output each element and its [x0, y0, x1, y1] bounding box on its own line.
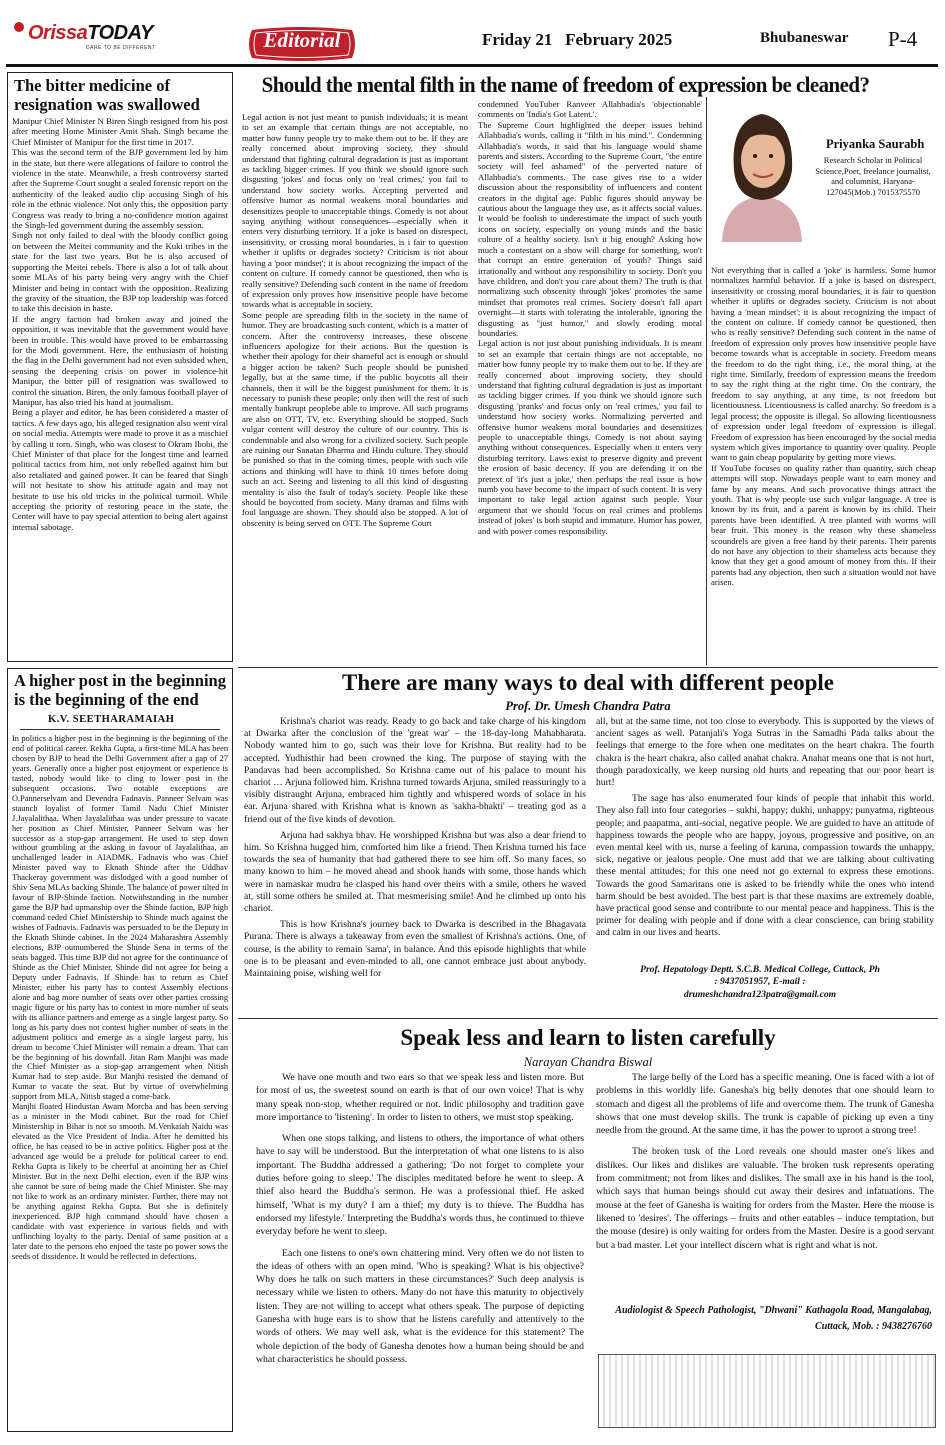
biren-paragraph: Singh not only failed to deal with the bloody conflict going on between the Meitei community and the Kuki tribes in the state for the last two years. But he is also accused of supporting the Meitei rebels. There is also a lot of talk about some MLAs of his party being very angry with the Chief Minister and being in contact with the opposition. Realizing the gravity of the situation, the BJP top leadership was forced to take this decision in haste. [12, 230, 228, 314]
ways-paragraph: This is how Krishna's journey back to Dwarka is described in the Bhagavata Purana. There is always a takeaway from even the smallest of Krishna's actions. One, of course, is the ability to remain 'sama', in balance. And this episode highlights that while one is to be pleasant and even-minded to all, one cannot embrace just about anybody. Maintaining poise, wishing well for [244, 919, 586, 980]
section-label: Editorial [263, 28, 341, 52]
filth-paragraph: Legal action is not just meant to punish individuals; it is meant to set an example that certain things are not acceptable, no matter how funny people try to make them out to be. If they are really concerned about improving society, they should understand that fighting cultural degradation is just as important as tackling bigger crimes. If you think we should ignore such disgusting 'jokes' and focus only on 'real crimes,' you fail to understand how society works. Accepting perverted and offensive humor as normal weakens moral boundaries and desensitizes people to unacceptable things. Comedy is not about saying anything without consequences—especially when it enters very disturbing territory. If a joke is based on disrespect, insensitivity, or crossing moral boundaries, is i fair to question whether it uplifts or degrades society? Criticism is not about having a 'poor mindset'; it is about recognizing the impact of the content on culture. If comedy cannot be questioned, then who is really sensitive? Defending such content in the name of freedom of expression only proves how insensitive people have become towards what is acceptable in society. [242, 112, 468, 310]
ways-col-2 [596, 716, 934, 972]
speak-paragraph: The broken tusk of the Lord reveals one should master one's likes and dislikes. Our likes and dislikes are valuable. The broken tusk represents operating from commitment; not from likes and dislikes. The small axe in his hand is the tool, which says that human beings should cut away their desires and infatuations. The mouse at the feet of Ganesha is waiting for orders from the Master. Here the mouse is likened to 'desires'. The offerings – fruits and other eatables – induce temptation, but the mouse (desire) is only waiting for orders from the Master. Desire is a good servant but a bad master. Let your intellect discern what is right and what is not. [596, 1146, 934, 1251]
speak-paragraph: Each one listens to one's own chattering mind. Very often we do not listen to the ideas of others with an open mind. 'Who is speaking? What is his objective? Why does he talk on such matters in these circumstances?' Such deep analysis is necessary while we listen to others. Many do not have this maturity to objectively listen. They are not willing to accept what others speak. The purpose of depicting Ganesha with huge ears is to show that he listens carefully and attentively to the words of others. We may well ask, what is the evidence for this statement? The whole depiction of the body of Ganesha denotes how a human being should be and what characteristics he should possess. [256, 1247, 584, 1365]
biren-title: The bitter medicine of resignation was swallowed [14, 76, 200, 114]
speak-signature: Audiologist & Speech Pathologist, "Dhwani" Kathagola Road, Mangalabag, Cuttack, Mob. : 9438276760 [615, 1305, 932, 1332]
higher-author-rule [20, 729, 220, 730]
page-number: P-4 [888, 27, 918, 51]
higher-author: K.V. SEETHARAMAIAH [48, 714, 175, 725]
biren-paragraph: Being a player and editor, he has been considered a master of tactics. A few days ago, his alleged resignation also went viral on social media. Attempts were made to prove it as a mischief by calling it torn. Singh, who was closest to Okram Ibobi, the Chief Minister of that place for the longest time and learned political tactics from him, not only rebelled against him but also retaliated and gained power. It can be feared that Singh will not hesitate to show his attitude again and may not hesitate to use his old tricks in the political turmoil. While accepting the priority of restoring peace in the state, the Center will have to pay special attention to being alert against internal sabotage. [12, 407, 228, 532]
author-photo [712, 100, 812, 242]
speak-byline: Narayan Chandra Biswal [523, 1055, 653, 1069]
ways-paragraph: Arjuna had sakhya bhav. He worshipped Krishna but was also a dear friend to him. So Krishna hugged him, comforted him like a friend. Then Krishna turned his face towards the sea of humanity that had gathered there to see him off. So many faces, so many known to him – he moved ahead and shook hands with some, those hands which were in namaskar mudra he clasped his hand over theirs with a smile, others he waved at, still some others he smiled at. That mesmerising smile! And he climbed up onto his chariot. [244, 829, 586, 915]
higher-paragraph: Manjhi floated Hindustan Awam Morcha and has been serving as a minister in the Modi cabinet. But the road for Chief Ministership in Bihar is not so smooth. M.Venkaiah Naidu was elevated as the Vice President of India. After he demitted his office, he has ceased to be in active politics. Higher post at the advanced age would be a prelude for political career to end. Rekha Gupta is likely to be cheerful at anointing her as Chief Minister. But in the next Delhi election, even if the BJP wins she cannot be sure of being made the Chief Minister. She may not like to work as an ordinary minister. Further, there may not be anything against Rekha Gupta. But she is definitely inexperienced. BJP high command should have chosen a candidate with vast experience in various fields and with unflinching loyalty to the party. Denial of same position at a later date to the persons eho enjoed the taste po power sows the seeds of dissidence. It would be reflected in defections. [12, 1102, 228, 1261]
issue-date: Friday 21 February 2025 [482, 30, 673, 49]
biren-body [12, 116, 228, 660]
logo [28, 22, 153, 45]
filth-paragraph: Not everything that is called a 'joke' is harmless. Some humor normalizes harmful behavior. If a joke is based on disrespect, insensitivity or crossing moral boundaries, it is fair to question whether it uplifts or degrades society. Criticism is not about having a 'mean mindset'; it is about recognizing the impact of the content on culture. If comedy cannot be questioned, then who is really sensitive? Defending such content in the name of freedom of expression only proves how insensitive people have become towards what is acceptable in society. Freedom means the freedom to do the right thing, i.e., the moral thing, at the right time. Similarly, freedom of expression means the freedom to say the right thing at the right time. On the contrary, the freedom to say anything, at any time, is not freedom but licentiousness. Licentiousness is called anarchy. So freedom is a legal process; the opposite is illegal. So allowing licentiousness of expression under legal freedom of expression is illegal. Freedom of expression has been encouraged by the social media system which gives importance to quantity over quality. People want to gain cheap popularity by getting more views. [711, 265, 936, 463]
ways-paragraph: The sage has also enumerated four kinds of people that inhabit this world. They also fall into four categories – sukhi, happy; dukhi, unhappy; punyatma, righteous people; and paapatma, anti-social, negative people. We are guided to have an attitude of happiness towards the people who are happy, joyous, progressive and positive, on an even mental keel with us, nurse a feeling of karuna, compassion towards the unhappy, sick, negative or jealous people. One must add that we are talking about cultivating these mental attitudes; for this one need not go external to express these emotions. Towards the good Samaritans one is asked to be friendly while the ones who intend harm should be best avoided. The best part is that these maxims are extremely doable, have practical good sense and contribute to our mental peace and happiness. This is the primer for dealing with people and if done with a clear conscience, can bring stability and calm in our lives and hearts. [596, 793, 934, 939]
ways-paragraph: Krishna's chariot was ready. Ready to go back and take charge of his kingdom at Dwarka after the conclusion of the 'great war' – the 18-day-long Mahabharata. Nobody wanted him to go, such was their love for Krishna. But reality had to be accepted. Yudhisthir had been crowned the king. The purpose of staying with the Pandavas had been accomplished. So Krishna came out of his palace to mount his chariot … Arjuna followed him. Krishna turned towards Arjuna, smiled reassuringly to a visibly distraught Arjuna, embraced him tightly and whispered words of solace in his ear. Arjuna shared with Krishna what is known as 'sakha-bhakti' – treating god as a friend out of the five kinds of devotion. [244, 716, 586, 825]
ways-paragraph: all, but at the same time, not too close to everybody. This is supported by the views of ancient sages as well. Patanjali's Yoga Sutras in the Samadhi Pada talks about the feelings that emerge to the fore when one meditates on the heart chakra. The fourth chakra is the heart chakra, also called anahat chakra. Anahat means one that is not hurt, though paradoxically, we keep nursing old hurts and repeating that our poor heart is hurt! [596, 716, 934, 789]
ways-signature: Prof. Hepatology Deptt. S.C.B. Medical College, Cuttack, Ph : 9437051957, E-mail : drumeshchandra123patra@gmail.com [640, 964, 880, 1000]
speak-paragraph: When one stops talking, and listens to others, the importance of what others have to say will be understood. But the interpretation of what one listens to is also important. The Buddha addressed a gathering; 'Do not forget to complete your duties before going to sleep.' The disciples meditated before he went to sleep. A thief also heard the Buddha's sermon. He was a professional thief. He asked himself, 'What is my duty? I am a thief; my duty is to thieve. The Buddha has endorsed my lifestyle.' Interpreting the Buddha's words thus, he continued to thieve everyday before he went to sleep. [256, 1133, 584, 1238]
filth-paragraph: If YouTube focuses on quality rather than quantity, such cheap attempts will stop. Nowadays people want to earn money and fame by any means. And such provocative things attract the youth. That is why people use such vulgar language. A tree is known by its fruit, and a parent is known by its child. Their parents have been identified. A tree planted with worms will bear fruit. This money is the reason why these shameless scoundrels are given a free hand by their parents. Their parents do not have any objection to their shameless acts because they know that they get a good amount of money from this. If their parents had any objection, then such a situation would not have arisen. [711, 462, 936, 588]
column-rule [706, 97, 707, 665]
logo-emblem-icon [14, 22, 24, 32]
decorative-grid [598, 1354, 936, 1428]
speak-col-2 [596, 1071, 934, 1301]
filth-col-3 [711, 265, 936, 665]
filth-col-1 [242, 112, 468, 644]
speak-paragraph: We have one mouth and two ears so that we speak less and listen more. But for most of us, the sweetest sound on earth is that of our own voice! That is why many speak non-stop, whether required or not. Indic philosophy and tradition gave more importance to 'listening'. In order to listen to others, we must stop speaking. [256, 1072, 584, 1123]
section-rule [238, 1018, 938, 1019]
speak-headline: Speak less and learn to listen carefully [400, 1025, 776, 1050]
biren-paragraph: This was the second term of the BJP government led by him in the state, but there were allegations of failure to control the violence in the state. Meanwhile, a fresh controversy started after the Supreme Court sought a sealed forensic report on the authenticity of the leaked audio clip accusing Singh of his role in the ethnic violence. Not only this, the opposition party Congress was ready to bring a no-confidence motion against the Singh-led government during the assembly session. [12, 147, 228, 231]
biren-paragraph: If the angry faction had broken away and joined the opposition, it was inevitable that the government would have been in trouble. This would have proved to be embarrassing for the Modi government. Here, the enthusiasm of hoisting the flag in the Delhi government had not even subsided when, sensing the deepening crisis on power in violence-hit Manipur, the bitter pill of resignation was swallowed to control the situation. Biren, the only famous football player of Manipur, has also tried his hand at journalism. [12, 313, 228, 407]
speak-col-1 [256, 1071, 584, 1429]
logo-today: TODAY [87, 22, 153, 44]
logo-orissa: Orissa [28, 22, 88, 44]
filth-paragraph: Legal action is not just about punishing individuals. It is meant to set an example that certain things are not acceptable, no matter how funny people try to make them out to be. If they are really concerned about improving society, they should understand that fighting cultural degradation is just as important as tackling bigger crimes. If you think we should ignore such disgusting 'pranks' and focus only on 'real crimes,' you fail to understand how society works. Normalizing perverted and offensive humor weakens moral boundaries and desensitizes people to unacceptable things. Comedy is not about saying anything without consequences. Especially when it enters very disturbing territory. Laws exist to preserve dignity and prevent the erosion of basic decency. If you are defending it on the pretext of 'it's just a joke,' then perhaps the real issue is how numb you have become to the impact of such content. It is very important to take legal action against such people. Your argument that we should 'focus on real crimes and problems instead of jokes' is both stupid and immature. Humor has power, and with power comes responsibility. [478, 338, 702, 536]
higher-body [12, 734, 228, 1430]
filth-paragraph: Some people are spreading filth in the society in the name of humor. They are broadcasting such content, which is a matter of concern. After the controversy increases, these obscene influencers apologize for their actions. But the question is whether their apology for their shameful act is enough or should a bigger action be taken? Such people should be punished legally, but at the same time, if the public boycotts all their channels, then it will be the biggest punishment for them. It is necessary to punish these people; only then will the rest of such mentally bankrupt peoplebe able to improve. All such programs are also on OTT, TV, etc. Everything should be stopped. Such vulgar content will destroy the culture of our country. This is condemnable and also wrong for a civilized society. Such people are ruining our Sanatan Dharma and Hindu culture. They should be punished so that in the coming times, people with such vile actions and thinking will have to think 10 times before doing such an act. Seeing and listening to all this kind of disgusting mentality is also the fault of today's society. People like these should be boycotted from society. Many dramas and films with foul language are shown. They should also be stopped. A lot of obscenity is being served on OTT. The Supreme Court [242, 309, 468, 528]
ways-byline: Prof. Dr. Umesh Chandra Patra [505, 699, 671, 713]
ways-col-1 [244, 716, 586, 1020]
logo-tagline: DARE TO BE DIFFERENT [86, 45, 156, 51]
author-info: Research Scholar in Political Science,Poet, freelance journalist, and columnist, Haryana-127045(Mob.) 7015375570 [815, 155, 931, 197]
ways-headline: There are many ways to deal with different people [342, 670, 834, 695]
higher-title: A higher post in the beginning is the beginning of the end [14, 671, 226, 709]
issue-city: Bhubaneswar [760, 30, 849, 46]
filth-paragraph: The Supreme Court highlighted the deeper issues behind Allahbadia's words, calling it "filth in his mind.". Condemning Allahbadia's words, it said that his language would shame parents and sisters. According to the Supreme Court, "the entire society will feel ashamed" of the perverted nature of Allahbadia's comments. The case gives rise to a wider discussion about the responsibility of influencers and content creators in the digital age. Public figures should anyway be cautious about the language they use, as it affects social values. It would be foolish to underestimate the impact of such youth icons on society, especially on young minds and the basic culture of a healthy society. Isn't it big enough? Asking how much a contestant on a show will charge for something, won't that corrupt an entire generation of youth? Things said irrationally and without any responsibility to society. Don't you have children, and don't you care about them? The truth is that normalizing such obscenity through 'jokes' promotes the same mindset that promotes real crimes. Society doesn't fall apart overnight—it starts with tolerating the intolerable, ignoring the disgusting as "just humor," and slowly eroding moral boundaries. [478, 119, 702, 338]
masthead [0, 0, 945, 70]
filth-headline: Should the mental filth in the name of freedom of expression be cleaned? [261, 72, 870, 97]
higher-article [7, 668, 233, 1432]
author-name: Priyanka Saurabh [826, 137, 925, 151]
biren-paragraph: Manipur Chief Minister N Biren Singh resigned from his post after meeting Home Minister Amit Shah. Singh became the Chief Minister of Manipur for the first time in 2017. [12, 116, 228, 147]
speak-paragraph: The large belly of the Lord has a specific meaning. One is faced with a lot of problems in this worldly life. Ganesha's big belly denotes that one should learn to stomach and digest all the problems of life and overcome them. The trunk of Ganesha shows that one must develop skills. The trunk is capable of picking up even a tiny needle from the ground. At the same time, it has the power to uproot a strong tree! [596, 1072, 934, 1137]
filth-paragraph: condemned YouTuber Ranveer Allahbadia's 'objectionable' comments on 'India's Got Latent.'. [478, 99, 702, 120]
higher-paragraph: In politics a higher post in the beginning is the beginning of the end of political career. Rekha Gupta, a first-time MLA has been chosen by BJP to head the Delhi Government after a gap of 27 years. Generally once a higher post enjoyment or experience is tasted, nobody would like to cling to lower post in the subsequent occasions. Two notable exceptions are O.Pannerselvam and Devendra Fadnavis. Panneer Selvam was staunch loyalist of former Tamil Nadu Chief Minister J.Jayalalithaa. When Jayalalithaa was under pressure to vacate her position as Chief Minister, Panneer Selvam was her successor as a stop-gap arrangement. He used to step down without grumbling at the asking in favour of Jayalalithaa, an unchallenged leader in AIADMK. Fadnavis who was Chief Minister paved way to Eknath Shinde after the Uddhav Thackeray government was dislodged with a good number of Shiv Sena MLAs backing Shinde. The balance of power tilted in favour of BJP-Shinde faction. Notwithstanding in the number game the BJP had upmanship over the Shinde faction, BJP high command ceded Chief Ministership to Shinde much against the wishes of Fadnavis. Fadnavis was persuaded to be the Deputy in the Eknath Shinde cabinet. In the 2024 Maharashtra Assembly elections, BJP outnumbered the Shinde Sena in terms of the seats bagged. This time BJP did not agree for the continuance of Shinde as the Chief Minister. Shinde did not agree for being a Deputy under Fadnavis. If Shinde has to return as Chief Minister, either his party has to contest Assembly elections alone and bag more number of seats over other parties crossing magic figure or his party has to contest in more number of seats with its alliance partners and emerge as a single largest party. So long as his party does not contest higher number of seats in the adjustment politics and emerge as a single largest party, his dream to become Chief Minister will remain a dream. That can be the beginning of his downfall. Jitan Ram Manjhi was made the Chief Minister as a stop-gap arrangement when Nitish Kumar had to step aside. But Manjhi resisted the demand of Kumar to vacate the seat. But by virtue of overwhelming support from MLA, Nitish staged a come-back. [12, 734, 228, 1102]
masthead-rule [6, 64, 938, 67]
filth-col-2 [478, 99, 702, 645]
biren-article [7, 72, 233, 662]
